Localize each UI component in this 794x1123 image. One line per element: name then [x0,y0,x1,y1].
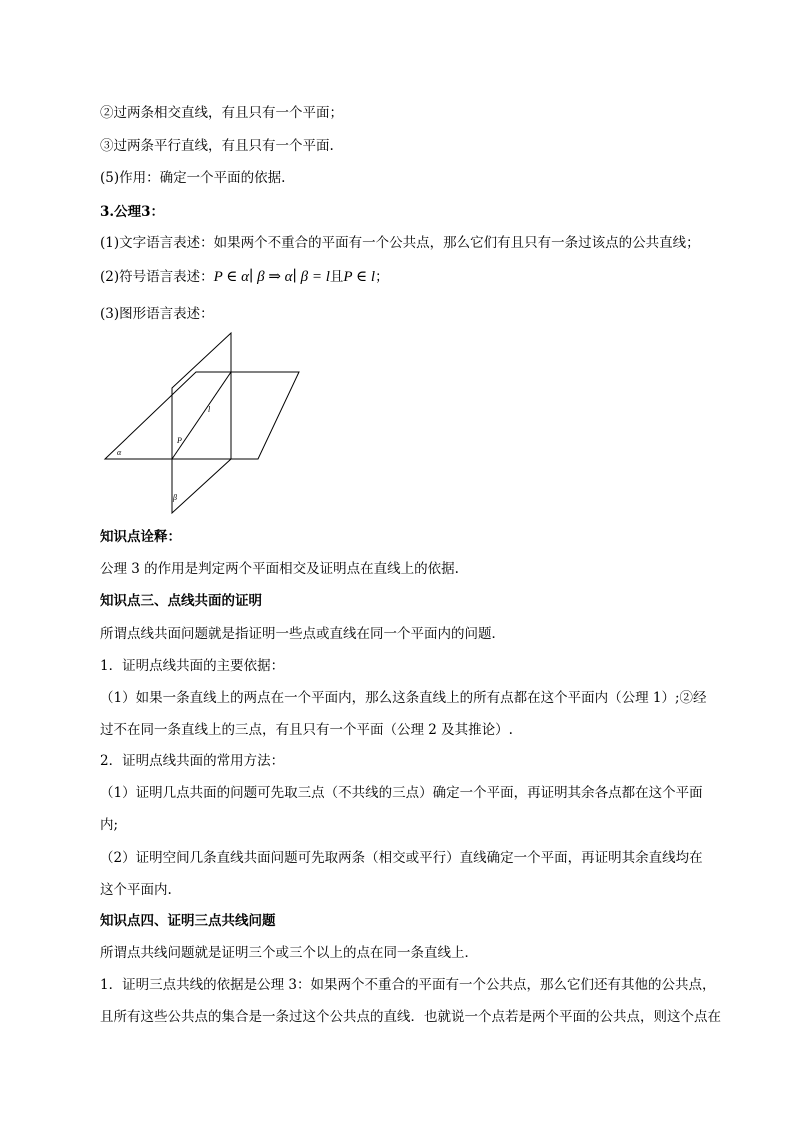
basis-heading: 1．证明点线共面的主要依据： [100,658,285,674]
intersection-line-l [172,372,231,459]
line-item-2: ②过两条相交直线，有且只有一个平面； [100,105,343,121]
method-2a: （2）证明空间几条直线共面问题可先取两条（相交或平行）直线确定一个平面，再证明其余直线均在 [100,850,703,866]
axiom3-heading: 3.公理3： [100,204,164,220]
label-alpha: α [117,448,122,457]
section4-basis-b: 且所有这些公共点的集合是一条过这个公共点的直线．也就说一个点若是两个平面的公共点，则这个点在 [100,1009,721,1025]
text-language-line: (1)文字语言表述：如果两个不重合的平面有一个公共点，那么它们有且只有一条过该点的公共直线； [100,235,700,251]
section4-basis-a: 1．证明三点共线的依据是公理 3：如果两个不重合的平面有一个公共点，那么它们还有其他的公共点， [100,977,716,993]
effect-line: (5)作用：确定一个平面的依据. [100,170,286,186]
label-l: l [208,405,211,414]
note-text: 公理 3 的作用是判定两个平面相交及证明点在直线上的依据. [100,561,459,577]
symbol-formula-2: P ∈ l [343,269,376,285]
symbol-conjunction: 且 [329,269,344,285]
line-item-3: ③过两条平行直线，有且只有一个平面. [100,138,334,154]
section4-heading: 知识点四、证明三点共线问题 [100,913,276,929]
symbol-language-line [100,268,389,286]
method-1a: （1）证明几点共面的问题可先取三点（不共线的三点）确定一个平面，再证明其余各点都在这个平面 [100,785,703,801]
graphic-language-line: (3)图形语言表述： [100,306,214,322]
methods-heading: 2．证明点线共面的常用方法： [100,753,285,769]
planes-diagram [100,330,310,515]
plane-beta [172,333,231,513]
method-2b: 这个平面内. [100,882,172,898]
method-1b: 内; [100,817,119,833]
basis-item-1a: （1）如果一条直线上的两点在一个平面内，那么这条直线上的所有点都在这个平面内（公理 1）;②经 [100,690,707,706]
label-p: P [177,436,182,445]
section4-intro: 所谓点共线问题就是证明三个或三个以上的点在同一条直线上． [100,945,478,961]
label-beta: β [173,493,177,502]
basis-item-1b: 过不在同一条直线上的三点，有且只有一个平面（公理 2 及其推论）. [100,722,513,738]
symbol-language-prefix: (2)符号语言表述： [100,269,214,285]
note-heading: 知识点诠释： [100,529,181,545]
section3-intro: 所谓点线共面问题就是指证明一些点或直线在同一个平面内的问题． [100,626,505,642]
symbol-language-end: ； [375,269,389,285]
intersecting-planes-figure [100,330,310,515]
symbol-formula-1: P ∈ α∣ β ⇒ α∣ β = l [213,269,330,285]
section3-heading: 知识点三、点线共面的证明 [100,593,262,609]
